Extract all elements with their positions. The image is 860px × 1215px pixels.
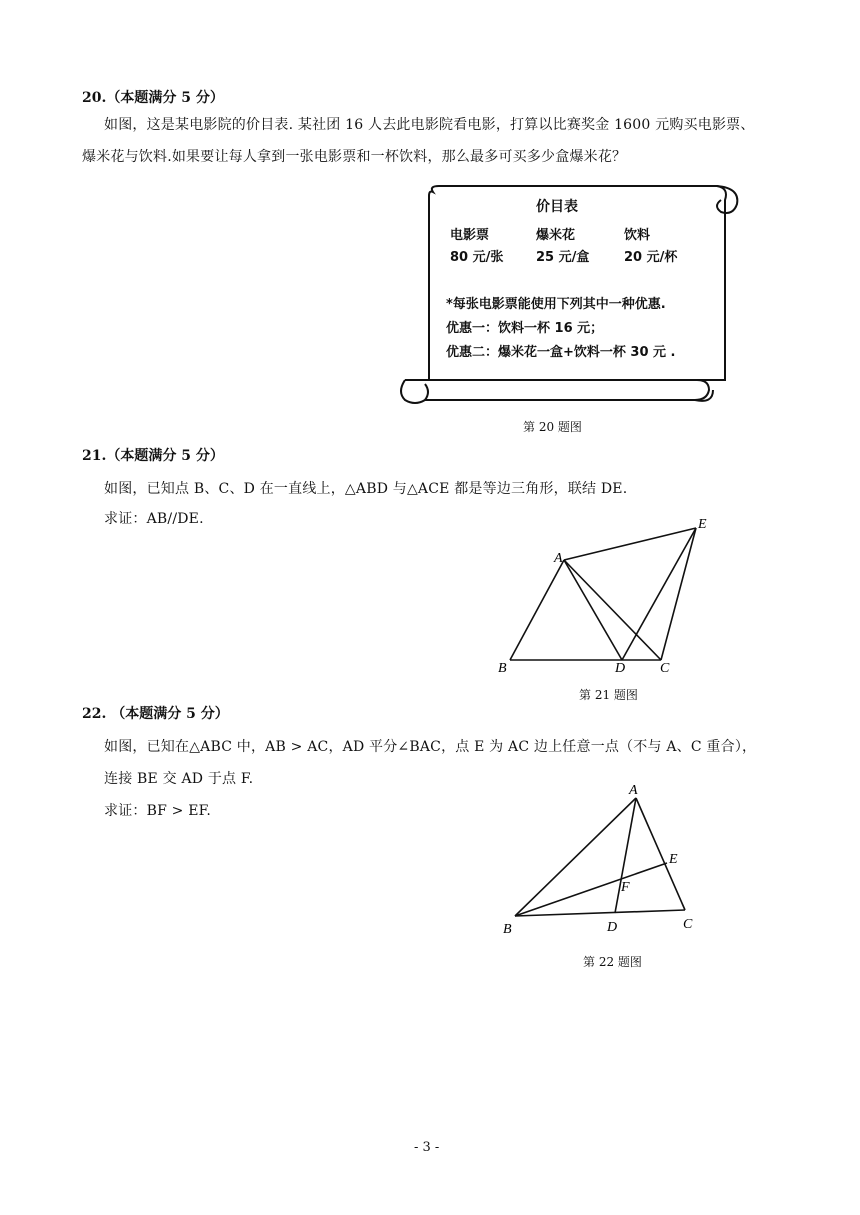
q22-geometry-figure — [495, 778, 715, 948]
q21-geometry-figure — [490, 510, 720, 680]
q21-figure-caption: 第 21 题图 — [579, 688, 638, 702]
q22-label-A: A — [629, 783, 638, 798]
price-item-drink-name: 饮料 — [624, 228, 651, 243]
q21-label-D: D — [615, 661, 626, 676]
price-board-offer2: 优惠二：爆米花一盒+饮料一杯 30 元 . — [446, 345, 676, 360]
q21-label-A: A — [554, 551, 563, 566]
price-board-title: 价目表 — [536, 199, 578, 215]
price-item-ticket-price: 80 元/张 — [450, 250, 504, 265]
q22-text-line1: 如图，已知在△ABC 中，AB > AC，AD 平分∠BAC，点 E 为 AC 边上任意一点（不与 A、C 重合）， — [104, 739, 757, 755]
q20-text-line2: 爆米花与饮料.如果要让每人拿到一张电影票和一杯饮料，那么最多可买多少盒爆米花？ — [82, 149, 627, 165]
q21-heading: 21.（本题满分 5 分） — [82, 448, 224, 464]
segment-AB — [510, 560, 564, 660]
q21-text-line1: 如图，已知点 B、C、D 在一直线上，△ABD 与△ACE 都是等边三角形，联结 DE. — [104, 481, 628, 497]
q21-text-line2: 求证：AB//DE. — [104, 511, 204, 527]
segment-AC — [636, 798, 685, 910]
segment-BC — [515, 910, 685, 916]
q21-label-E: E — [698, 517, 707, 532]
price-item-drink-price: 20 元/杯 — [624, 250, 678, 265]
q21-label-C: C — [660, 661, 670, 676]
q22-text-line3: 求证：BF > EF. — [104, 803, 212, 819]
price-board-note: *每张电影票能使用下列其中一种优惠. — [446, 297, 666, 312]
q22-label-D: D — [607, 920, 618, 935]
segment-BE — [515, 863, 667, 916]
q20-heading: 20.（本题满分 5 分） — [82, 90, 224, 106]
q21-label-B: B — [498, 661, 507, 676]
segment-AE — [564, 528, 696, 560]
q22-text-line2: 连接 BE 交 AD 于点 F. — [104, 771, 254, 787]
segment-CE — [661, 528, 696, 660]
page-number: - 3 - — [414, 1140, 440, 1155]
price-item-popcorn-name: 爆米花 — [536, 228, 576, 243]
q22-figure-caption: 第 22 题图 — [583, 955, 642, 969]
q20-figure-caption: 第 20 题图 — [523, 420, 582, 434]
q22-label-B: B — [503, 922, 512, 937]
q22-heading: 22. （本题满分 5 分） — [82, 706, 229, 722]
q20-text-line1: 如图，这是某电影院的价目表. 某社团 16 人去此电影院看电影，打算以比赛奖金 1600 元购买电影票、 — [104, 117, 755, 133]
q22-label-C: C — [683, 917, 693, 932]
price-item-popcorn-price: 25 元/盒 — [536, 250, 590, 265]
price-item-ticket-name: 电影票 — [450, 228, 490, 243]
q22-label-F: F — [621, 880, 630, 895]
segment-DE — [622, 528, 696, 660]
price-board-offer1: 优惠一：饮料一杯 16 元； — [446, 321, 604, 336]
q22-label-E: E — [669, 852, 678, 867]
